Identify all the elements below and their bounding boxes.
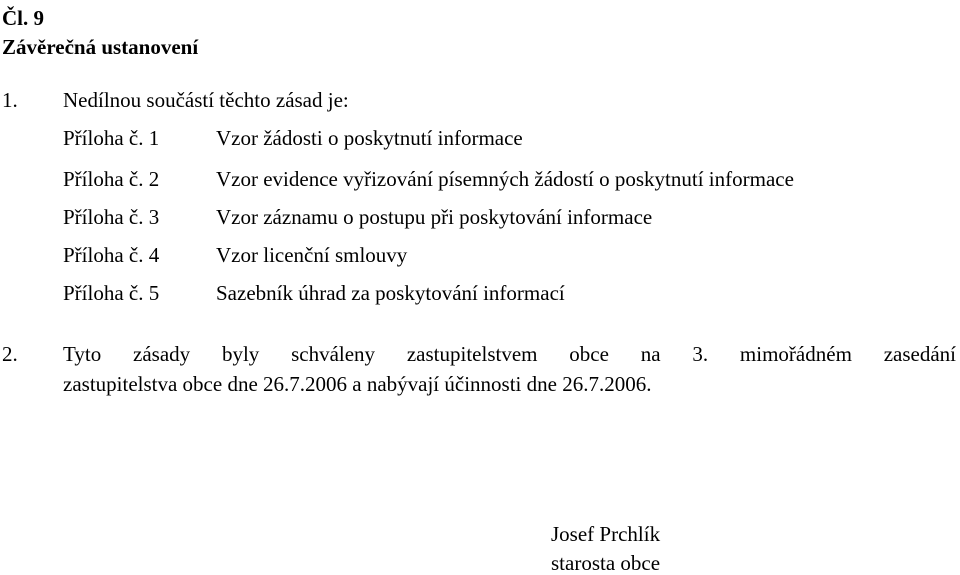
attachment-3-description: Vzor záznamu o postupu při poskytování informace (216, 205, 653, 229)
attachment-3-label: Příloha č. 3 (63, 205, 160, 229)
item-2-text-line-2: zastupitelstva obce dne 26.7.2006 a nabývají účinnosti dne 26.7.2006. (63, 372, 652, 396)
signatory-name: Josef Prchlík (551, 522, 661, 546)
article-number: Čl. 9 (2, 6, 44, 30)
attachment-2-label: Příloha č. 2 (63, 167, 160, 191)
attachment-4-label: Příloha č. 4 (63, 243, 160, 267)
attachment-1-label: Příloha č. 1 (63, 126, 160, 150)
item-2-text-line-1: Tyto zásady byly schváleny zastupitelstvem obce na 3. mimořádném zasedání (63, 342, 956, 366)
attachment-5-description: Sazebník úhrad za poskytování informací (216, 281, 565, 305)
attachment-1-description: Vzor žádosti o poskytnutí informace (216, 126, 523, 150)
item-1-text: Nedílnou součástí těchto zásad je: (63, 88, 349, 112)
article-title: Závěrečná ustanovení (2, 35, 199, 59)
attachment-2-description: Vzor evidence vyřizování písemných žádostí o poskytnutí informace (216, 167, 794, 191)
item-2-number: 2. (2, 342, 18, 366)
signatory-role: starosta obce (551, 551, 661, 575)
attachment-4-description: Vzor licenční smlouvy (216, 243, 408, 267)
item-1-number: 1. (2, 88, 18, 112)
attachment-5-label: Příloha č. 5 (63, 281, 160, 305)
